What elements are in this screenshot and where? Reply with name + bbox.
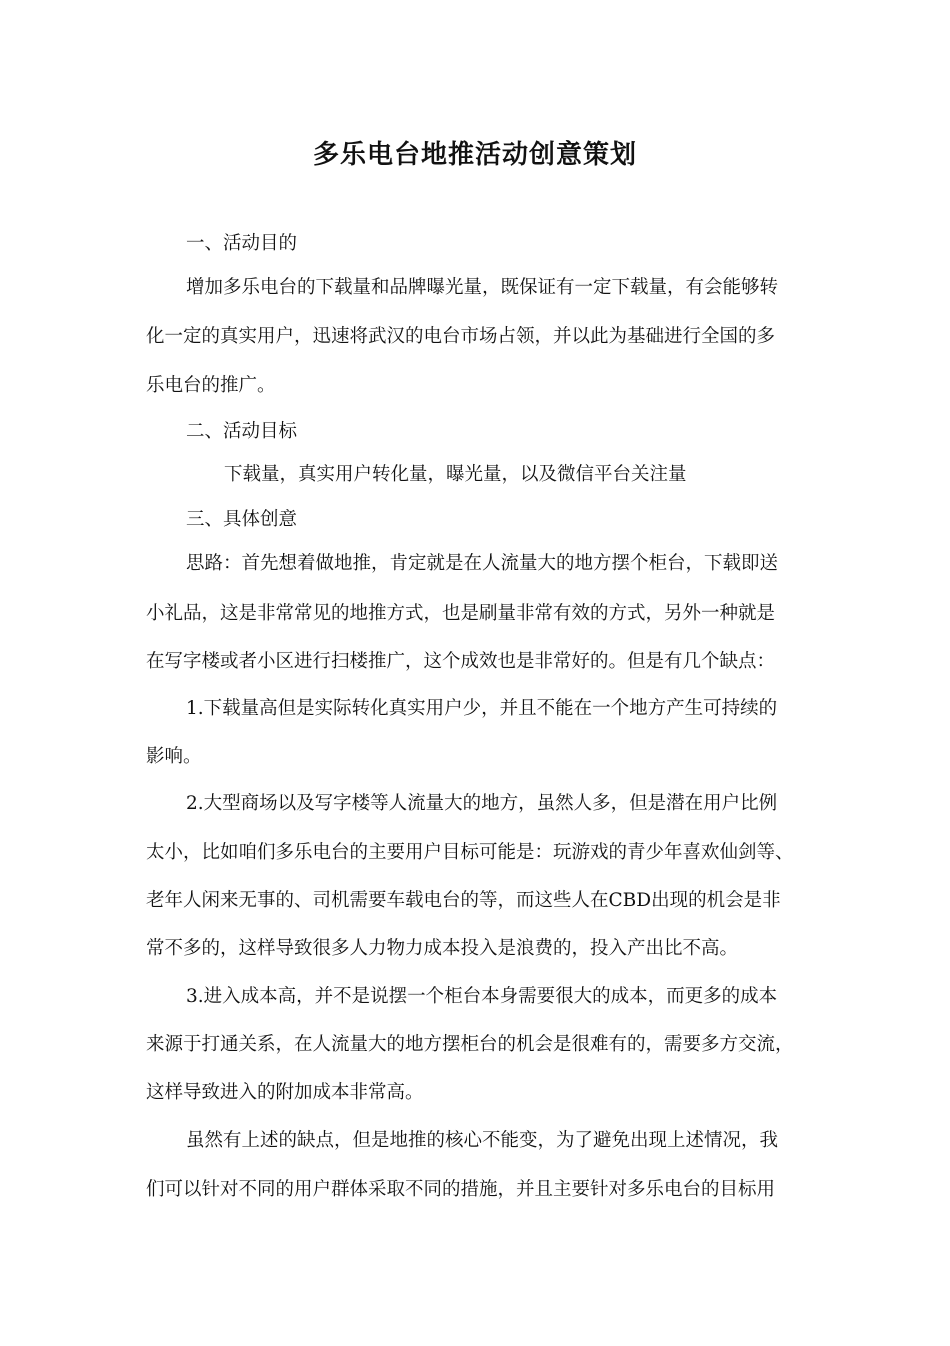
list-item-line: 3.进入成本高，并不是说摆一个柜台本身需要很大的成本，而更多的成本 [186, 986, 778, 1007]
paragraph-line: 虽然有上述的缺点，但是地推的核心不能变，为了避免出现上述情况，我 [186, 1130, 779, 1151]
list-item-line: 2.大型商场以及写字楼等人流量大的地方，虽然人多，但是潜在用户比例 [186, 793, 778, 814]
list-item-line: 影响。 [146, 746, 202, 767]
section-heading-purpose: 一、活动目的 [186, 233, 298, 254]
paragraph-line: 化一定的真实用户，迅速将武汉的电台市场占领，并以此为基础进行全国的多 [146, 326, 776, 347]
section-heading-ideas: 三、具体创意 [186, 509, 298, 530]
list-item-line: 常不多的，这样导致很多人力物力成本投入是浪费的，投入产出比不高。 [146, 938, 739, 959]
paragraph-line: 增加多乐电台的下载量和品牌曝光量，既保证有一定下载量，有会能够转 [186, 277, 779, 298]
list-item-line: 这样导致进入的附加成本非常高。 [146, 1082, 424, 1103]
paragraph-line: 下载量，真实用户转化量，曝光量，以及微信平台关注量 [224, 464, 687, 485]
section-heading-goals: 二、活动目标 [186, 421, 298, 442]
list-item-line: 老年人闲来无事的、司机需要车载电台的等，而这些人在CBD出现的机会是非 [146, 890, 781, 911]
paragraph-line: 小礼品，这是非常常见的地推方式，也是刷量非常有效的方式，另外一种就是 [146, 603, 776, 624]
paragraph-line: 思路：首先想着做地推，肯定就是在人流量大的地方摆个柜台，下载即送 [186, 553, 779, 574]
document-title: 多乐电台地推活动创意策划 [312, 140, 637, 170]
paragraph-line: 在写字楼或者小区进行扫楼推广，这个成效也是非常好的。但是有几个缺点： [146, 651, 776, 672]
paragraph-line: 们可以针对不同的用户群体采取不同的措施，并且主要针对多乐电台的目标用 [146, 1179, 776, 1200]
list-item-line: 来源于打通关系，在人流量大的地方摆柜台的机会是很难有的，需要多方交流， [146, 1034, 794, 1055]
list-item-line: 太小，比如咱们多乐电台的主要用户目标可能是：玩游戏的青少年喜欢仙剑等、 [146, 842, 794, 863]
list-item-line: 1.下载量高但是实际转化真实用户少，并且不能在一个地方产生可持续的 [186, 698, 778, 719]
paragraph-line: 乐电台的推广。 [146, 375, 276, 396]
